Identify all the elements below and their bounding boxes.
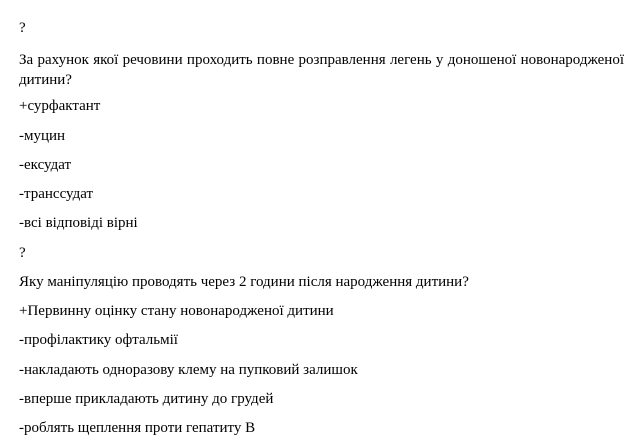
question-2-answer-2: -профілактику офтальмії — [19, 332, 178, 348]
question-1-answer-2: -муцин — [19, 128, 66, 144]
question-1-answer-4: -транссудат — [19, 186, 94, 202]
question-2-answer-4: -вперше прикладають дитину до грудей — [19, 391, 274, 407]
question-2-answer-3: -накладають одноразову клему на пупковий залишок — [19, 362, 358, 378]
question-1-marker: ? — [19, 20, 26, 36]
question-1-text: За рахунок якої речовини проходить повне розправлення легень у доношеної новонародженої дитини? — [19, 52, 624, 88]
question-2-text: Яку маніпуляцію проводять через 2 години після народження дитини? — [19, 274, 469, 290]
question-2-answer-5: -роблять щеплення проти гепатиту В — [19, 420, 256, 436]
question-1-answer-3: -ексудат — [19, 157, 72, 173]
question-1-answer-5: -всі відповіді вірні — [19, 215, 138, 231]
question-1-answer-1: +сурфактант — [19, 98, 101, 114]
question-2-answer-1: +Первинну оцінку стану новонародженої дитини — [19, 303, 334, 319]
question-2-marker: ? — [19, 245, 26, 261]
